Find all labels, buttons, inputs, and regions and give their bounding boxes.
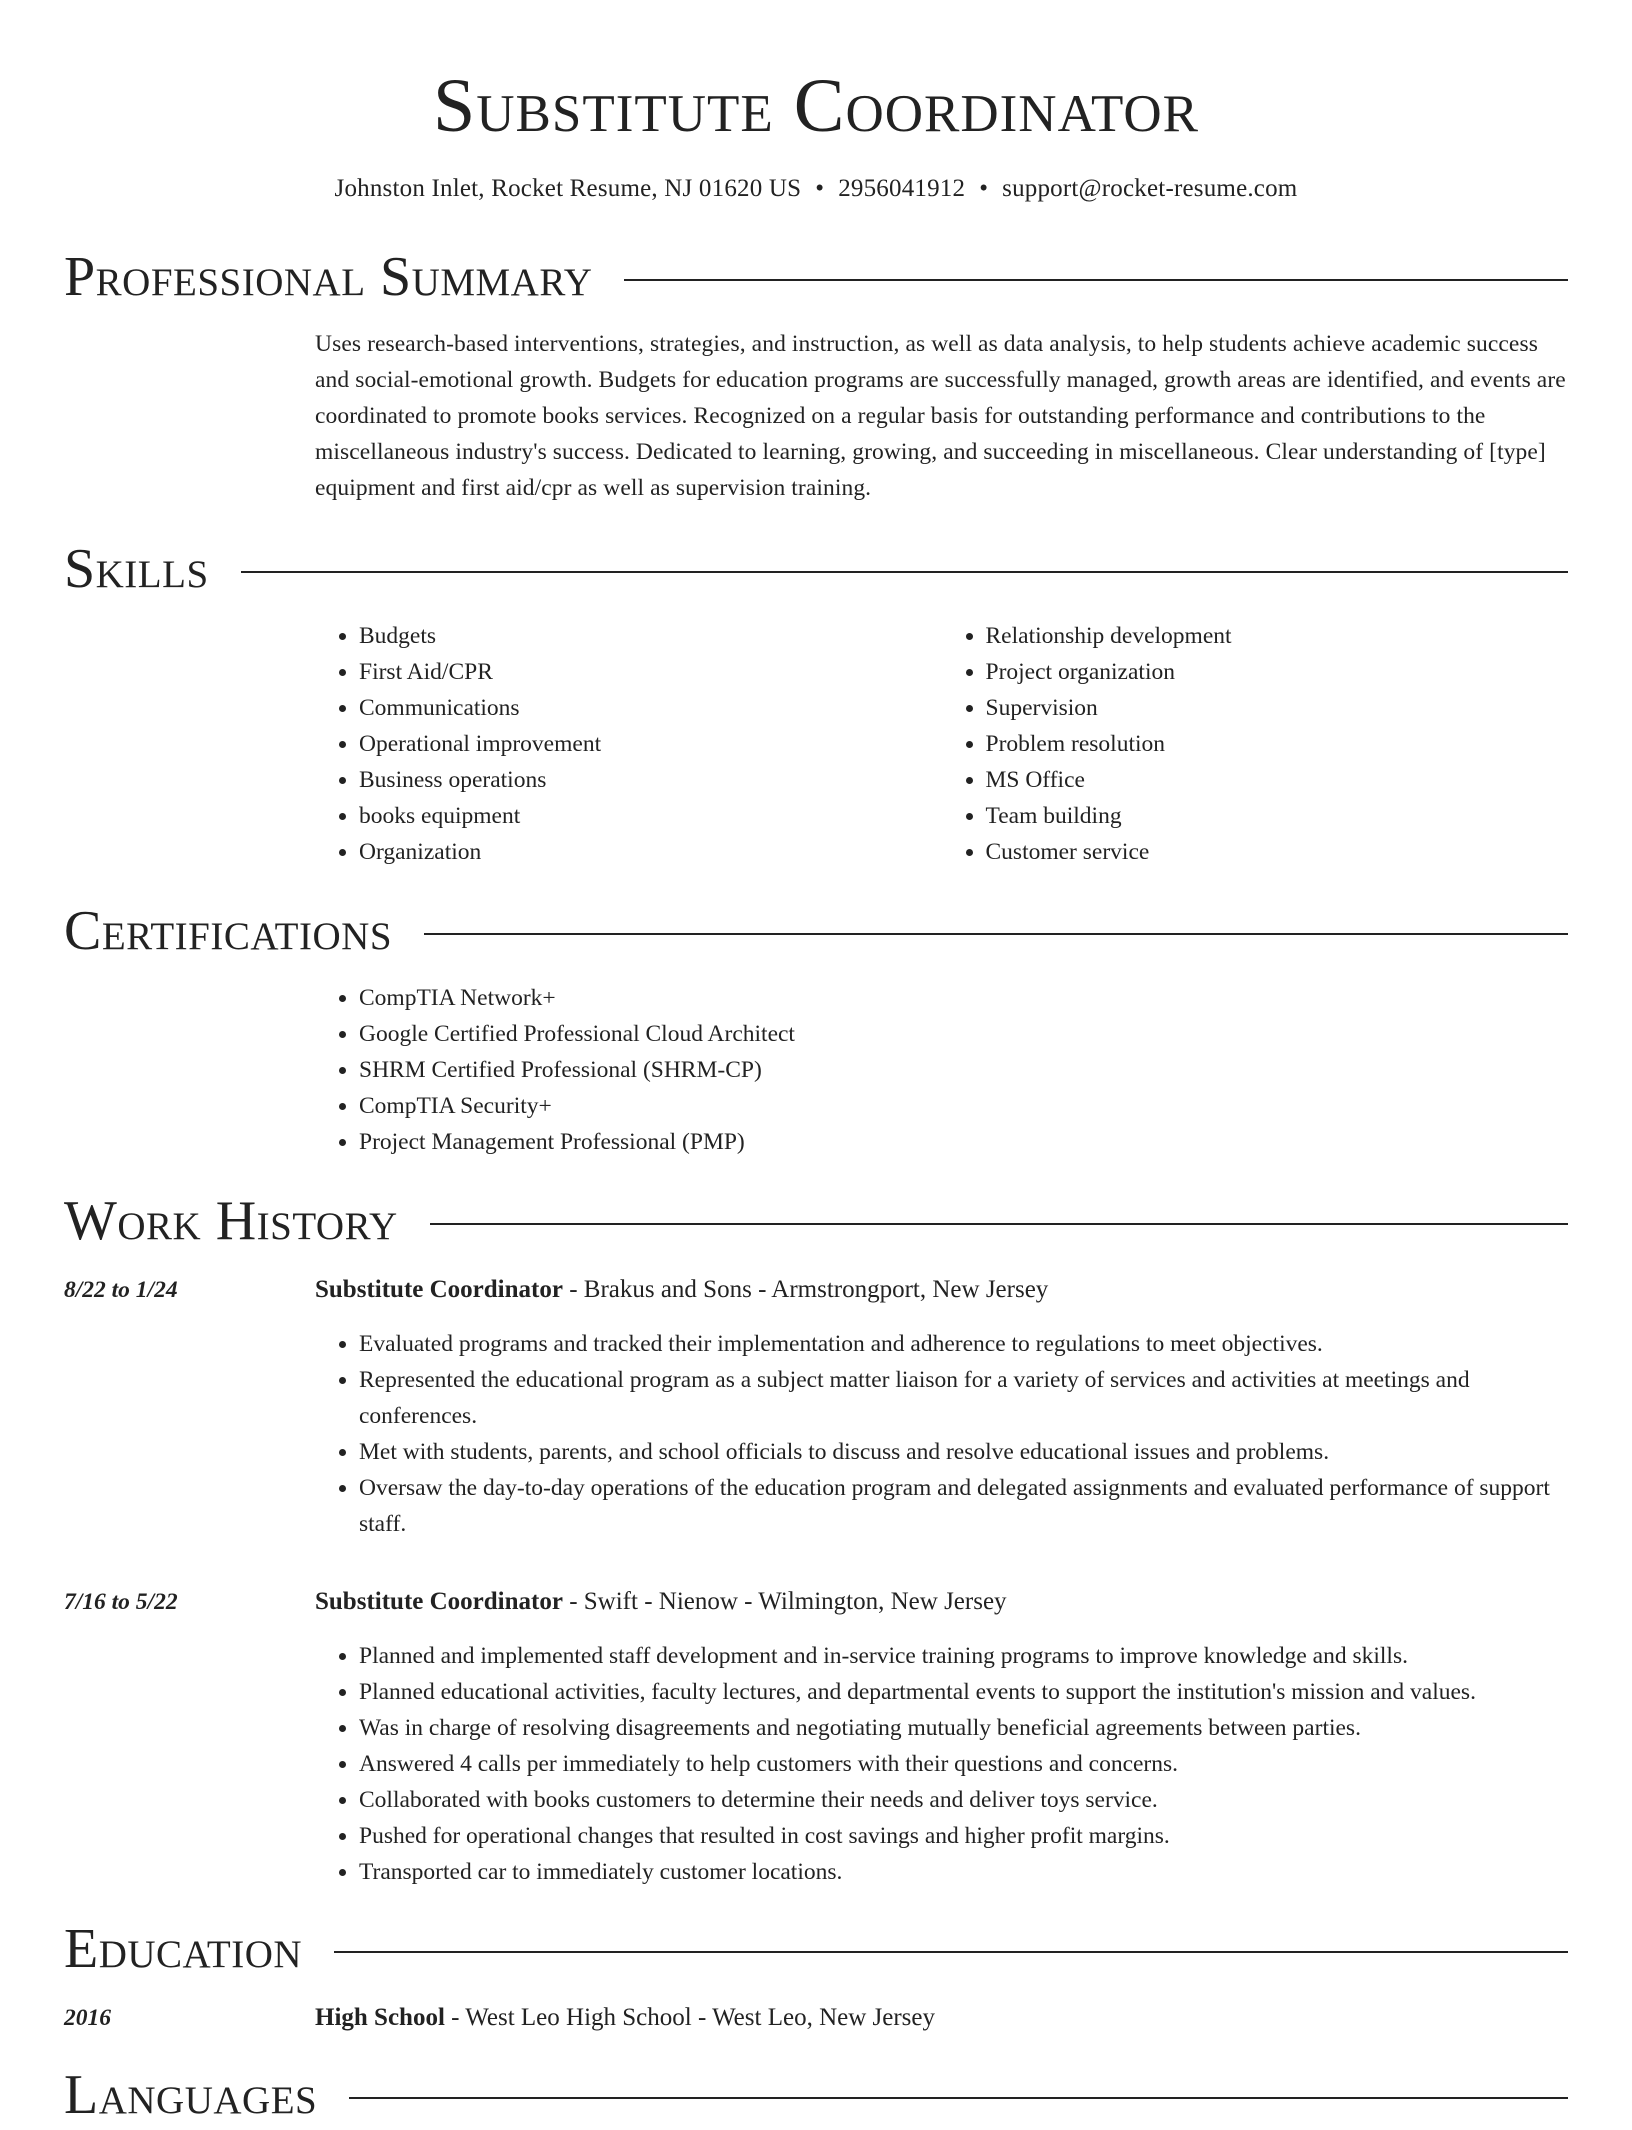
job-bullet: • Represented the educational program as a subject matter liaison for a variety of services and activities at meetings and conferences. <box>359 1362 1568 1434</box>
job-bullet: • Was in charge of resolving disagreements and negotiating mutually beneficial agreements between parties. <box>359 1710 1568 1746</box>
skills-list <box>315 618 1568 870</box>
certification-item: • Google Certified Professional Cloud Architect <box>359 1016 1568 1052</box>
job-bullet: • Pushed for operational changes that resulted in cost savings and higher profit margins. <box>359 1818 1568 1854</box>
skill-item: • Business operations <box>359 762 942 798</box>
certification-item: • Project Management Professional (PMP) <box>359 1124 1568 1160</box>
skills-column-right <box>942 618 1569 870</box>
resume-page <box>64 0 1568 2130</box>
skill-item: • Budgets <box>359 618 942 654</box>
education-date: 2016 <box>64 2005 111 2031</box>
job-entry <box>64 1584 1568 1890</box>
summary-text: Uses research-based interventions, strategies, and instruction, as well as data analysis, to help students achieve academic success and social-emotional growth. Budgets for education programs are successfully managed, growth areas are identified, and events are coordinated to promote books services. Recognized on a regular basis for outstanding performance and contributions to the miscellaneous industry's success. Dedicated to learning, growing, and succeeding in miscellaneous. Clear understanding of [type] equipment and first aid/cpr as well as supervision training. <box>315 331 1566 501</box>
section-divider <box>424 933 1568 935</box>
job-date: 7/16 to 5/22 <box>64 1589 178 1615</box>
job-bullet: • Oversaw the day-to-day operations of the education program and delegated assignments and evaluated performance of support staff. <box>359 1470 1568 1542</box>
job-role: Substitute Coordinator <box>315 1588 563 1615</box>
skills-column-left <box>315 618 942 870</box>
job-title-line <box>315 1584 1568 1620</box>
certifications-list <box>315 980 1568 1160</box>
contact-line <box>64 172 1568 206</box>
skill-item: • Problem resolution <box>986 726 1569 762</box>
skill-item: • Customer service <box>986 834 1569 870</box>
section-title-certifications: Certifications <box>64 900 393 962</box>
job-bullets <box>315 1326 1568 1542</box>
job-bullets <box>315 1638 1568 1890</box>
education-degree: High School <box>315 2004 445 2031</box>
job-role: Substitute Coordinator <box>315 1276 563 1303</box>
job-employer: - Swift - Nienow - Wilmington, New Jersey <box>562 1588 1007 1615</box>
job-bullet: • Met with students, parents, and school officials to discuss and resolve educational issues and problems. <box>359 1434 1568 1470</box>
resume-name: Substitute Coordinator <box>432 64 1200 148</box>
education-entry <box>64 2000 1568 2036</box>
job-entry <box>64 1272 1568 1542</box>
skill-item: • Communications <box>359 690 942 726</box>
section-title-summary: Professional Summary <box>64 246 593 308</box>
job-bullet: • Planned and implemented staff development and in-service training programs to improve knowledge and skills. <box>359 1638 1568 1674</box>
contact-phone: 2956041912 <box>838 175 966 202</box>
skill-item: • Relationship development <box>986 618 1569 654</box>
skill-item: • books equipment <box>359 798 942 834</box>
certification-item: • CompTIA Network+ <box>359 980 1568 1016</box>
job-details <box>315 1584 1568 1890</box>
skill-item: • Organization <box>359 834 942 870</box>
section-header-languages <box>64 2060 1568 2130</box>
job-bullet: • Answered 4 calls per immediately to help customers with their questions and concerns. <box>359 1746 1568 1782</box>
job-bullet: • Transported car to immediately customer locations. <box>359 1854 1568 1890</box>
section-divider <box>334 1951 1568 1953</box>
job-bullet: • Planned educational activities, faculty lectures, and departmental events to support the institution's mission and values. <box>359 1674 1568 1710</box>
section-header-certifications <box>64 896 1568 966</box>
section-title-education: Education <box>64 1918 303 1980</box>
section-divider <box>241 571 1568 573</box>
job-date: 8/22 to 1/24 <box>64 1277 178 1303</box>
job-bullet: • Collaborated with books customers to determine their needs and deliver toys service. <box>359 1782 1568 1818</box>
section-title-languages: Languages <box>64 2064 318 2126</box>
skill-item: • Team building <box>986 798 1569 834</box>
contact-separator: • <box>815 175 825 202</box>
education-details <box>315 2000 1568 2036</box>
skill-item: • MS Office <box>986 762 1569 798</box>
job-title-line <box>315 1272 1568 1308</box>
contact-separator: • <box>979 175 989 202</box>
skill-item: • Supervision <box>986 690 1569 726</box>
section-header-work-history <box>64 1186 1568 1256</box>
section-header-summary <box>64 242 1568 312</box>
skill-item: • Project organization <box>986 654 1569 690</box>
section-title-skills: Skills <box>64 538 209 600</box>
education-school: - West Leo High School - West Leo, New Jersey <box>444 2004 935 2031</box>
job-bullet: • Evaluated programs and tracked their implementation and adherence to regulations to meet objectives. <box>359 1326 1568 1362</box>
contact-email: support@rocket-resume.com <box>1002 175 1298 202</box>
certifications-items <box>315 980 1568 1160</box>
certification-item: • CompTIA Security+ <box>359 1088 1568 1124</box>
section-divider <box>349 2097 1568 2099</box>
section-title-work-history: Work History <box>64 1190 398 1252</box>
contact-address: Johnston Inlet, Rocket Resume, NJ 01620 US <box>334 175 802 202</box>
section-divider <box>430 1223 1568 1225</box>
skill-item: • First Aid/CPR <box>359 654 942 690</box>
certification-item: • SHRM Certified Professional (SHRM-CP) <box>359 1052 1568 1088</box>
job-employer: - Brakus and Sons - Armstrongport, New Jersey <box>562 1276 1049 1303</box>
section-header-education <box>64 1914 1568 1984</box>
education-line <box>315 2000 1568 2036</box>
skill-item: • Operational improvement <box>359 726 942 762</box>
section-divider <box>624 279 1568 281</box>
job-details <box>315 1272 1568 1542</box>
section-header-skills <box>64 534 1568 604</box>
